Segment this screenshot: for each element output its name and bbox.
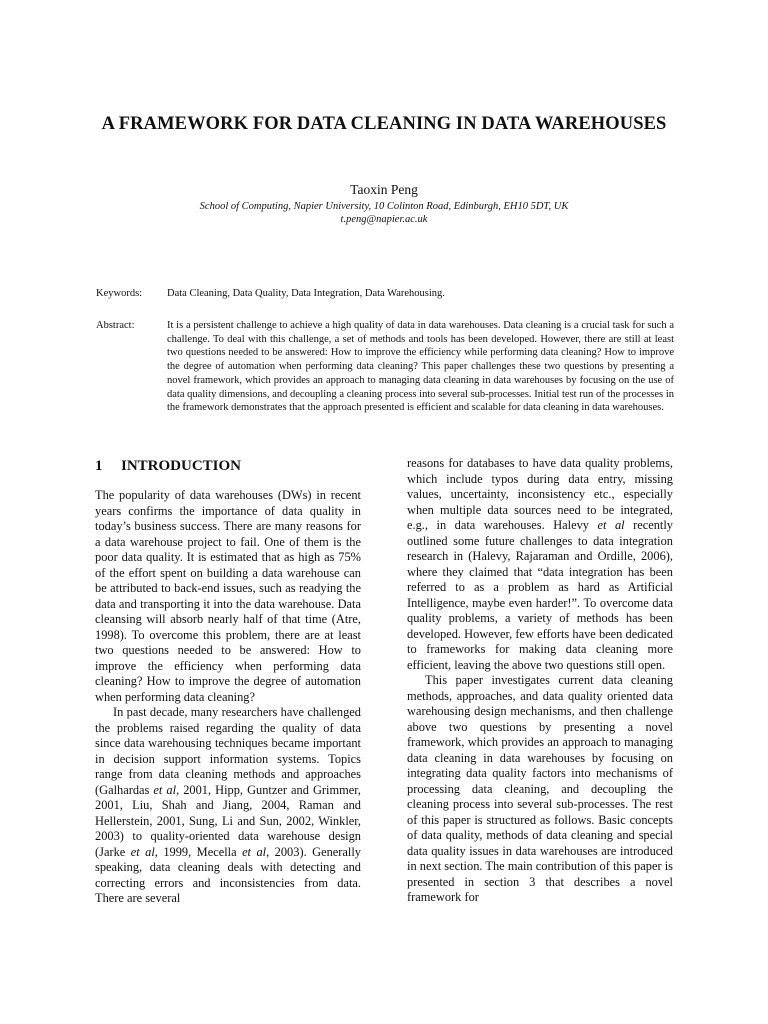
et-al-citation: et al — [153, 782, 177, 797]
right-column — [407, 456, 673, 906]
text-run: , 2001, Hipp, Guntzer and Grimmer, 2001, Liu, Shah and Jiang, 2004, Raman and Hellerstein, 2001, Sung, Li and Sun, 2002, Winkler, 2003) to quality-oriented data warehouse design (Jarke — [95, 782, 361, 859]
intro-paragraph-3 — [407, 456, 673, 673]
text-run: reasons for databases to have data quality problems, which include typos during data entry, missing values, uncertainty, inconsistency etc., especially when multiple data sources need to be integrated, e.g., in data warehouses. Halevy — [407, 456, 673, 532]
text-run: recently outlined some future challenges to data integration research in (Halevy, Rajaraman and Ordille, 2006), where they claimed that “data integration has been referred to as a problem as hard as Artificial Intelligence, maybe even harder!”. To overcome data quality problems, a variety of methods has been developed. However, few efforts have been dedicated to frameworks for making data cleaning more efficient, leaving the above two questions still open. — [407, 518, 674, 672]
et-al-citation: et al — [242, 844, 267, 859]
paper-title: A FRAMEWORK FOR DATA CLEANING IN DATA WAREHOUSES — [101, 114, 667, 134]
intro-paragraph-4: This paper investigates current data cleaning methods, approaches, and data quality oriented data warehousing design mechanisms, and then challenge above two questions by presenting a novel framework, which provides an approach to managing data cleaning in data warehouses by focusing on integrating data quality factors into mechanisms of processing data cleaning, and decoupling the cleaning process into several sub-processes. The rest of this paper is structured as follows. Basic concepts of data quality, methods of data cleaning and special data quality issues in data warehouses are introduced in next section. The main contribution of this paper is presented in section 3 that describes a novel framework for — [407, 673, 673, 904]
keywords-text: Data Cleaning, Data Quality, Data Integration, Data Warehousing. — [167, 288, 445, 299]
intro-paragraph-1: The popularity of data warehouses (DWs) in recent years confirms the importance of data quality in today’s business success. There are many reasons for a data warehouse project to fail. One of them is the poor data quality. It is estimated that as high as 75% of the effort spent on building a data warehouse can be attributed to back-end issues, such as readying the data and transporting it into the data warehouse. Data cleansing will absorb nearly half of that time (Atre, 1998). To overcome this problem, there are at least two questions needed to be answered: How to improve the efficiency when performing data cleaning? How to improve the degree of automation when performing data cleaning? — [95, 488, 361, 704]
author-email: t.peng@napier.ac.uk — [340, 214, 428, 225]
abstract-label: Abstract: — [96, 320, 135, 331]
author-affiliation: School of Computing, Napier University, 10 Colinton Road, Edinburgh, EH10 5DT, UK — [199, 201, 569, 212]
author-name: Taoxin Peng — [350, 182, 418, 197]
text-run: , 2003). Generally speaking, data cleaning deals with detecting and correcting errors and inconsistencies from data. There are several — [95, 844, 361, 905]
left-column — [95, 488, 361, 907]
section-heading — [95, 456, 241, 476]
et-al-citation: et al — [597, 518, 625, 532]
abstract-text: It is a persistent challenge to achieve a high quality of data in data warehouses. Data cleaning is a crucial task for such a challenge. To deal with this challenge, a set of methods and tools has been developed. However, there are still at least two questions needed to be answered: How to improve the efficiency while performing data cleaning? How to improve the degree of automation when performing data cleaning? This paper challenges these two questions by presenting a novel framework, which provides an approach to managing data cleaning in data warehouses by focusing on the use of data quality dimensions, and decoupling a cleaning process into several sub-processes. Initial test run of the processes in the framework demonstrates that the approach presented is efficient and scalable for data cleaning in data warehouses. — [167, 320, 674, 414]
intro-paragraph-2 — [95, 705, 361, 907]
et-al-citation: et al — [130, 844, 155, 859]
keywords-label: Keywords: — [96, 288, 143, 299]
text-run: In past decade, many researchers have challenged the problems raised regarding the quality of data since data warehousing techniques became important in decision support information systems. Topics range from data cleaning methods and approaches (Galhardas — [95, 705, 361, 797]
section-title: INTRODUCTION — [121, 458, 242, 474]
section-number: 1 — [95, 458, 103, 474]
text-run: , 1999, Mecella — [154, 844, 243, 859]
